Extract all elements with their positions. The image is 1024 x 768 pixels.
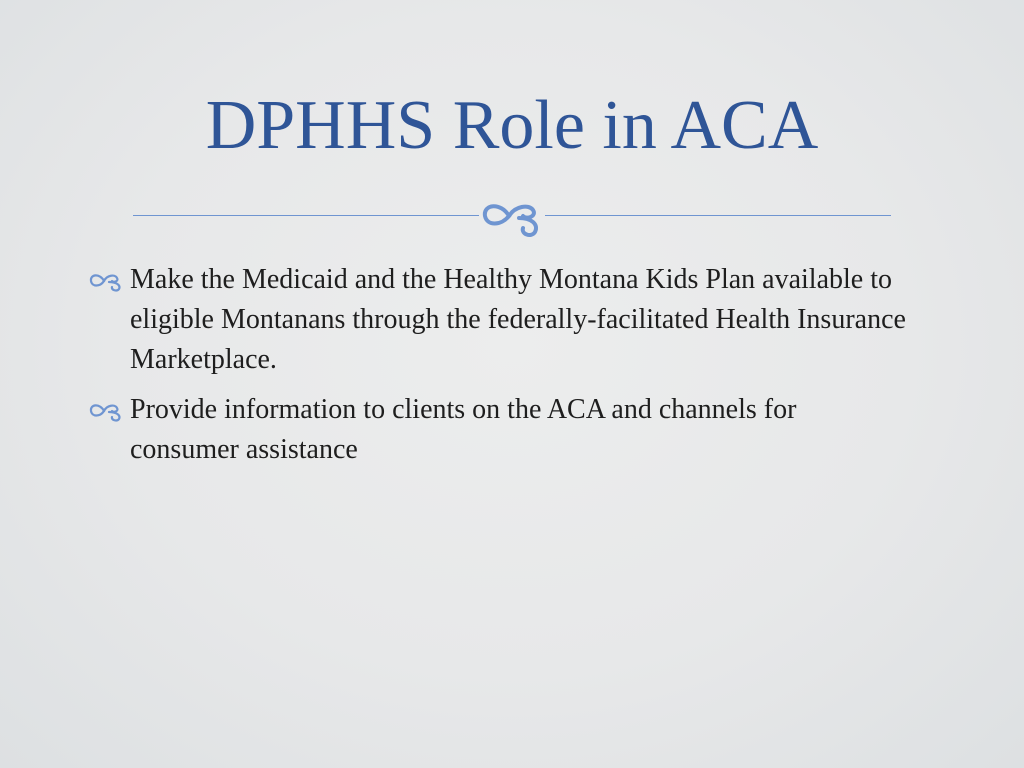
swirl-bullet-icon — [88, 400, 124, 422]
bullet-text: Provide information to clients on the ACA and channels for consumer assistance — [130, 394, 797, 465]
list-item — [88, 260, 908, 380]
bullet-list — [88, 260, 908, 480]
divider-line-left — [133, 215, 479, 216]
title-divider — [133, 190, 891, 240]
swirl-ornament-icon — [479, 194, 545, 238]
swirl-bullet-icon — [88, 270, 124, 292]
list-item — [88, 390, 908, 470]
divider-line-right — [545, 215, 891, 216]
slide-title: DPHHS Role in ACA — [205, 87, 819, 164]
bullet-text: Make the Medicaid and the Healthy Montana Kids Plan available to eligible Montanans through the federally-facilitated Health Insurance Marketplace. — [130, 264, 906, 375]
